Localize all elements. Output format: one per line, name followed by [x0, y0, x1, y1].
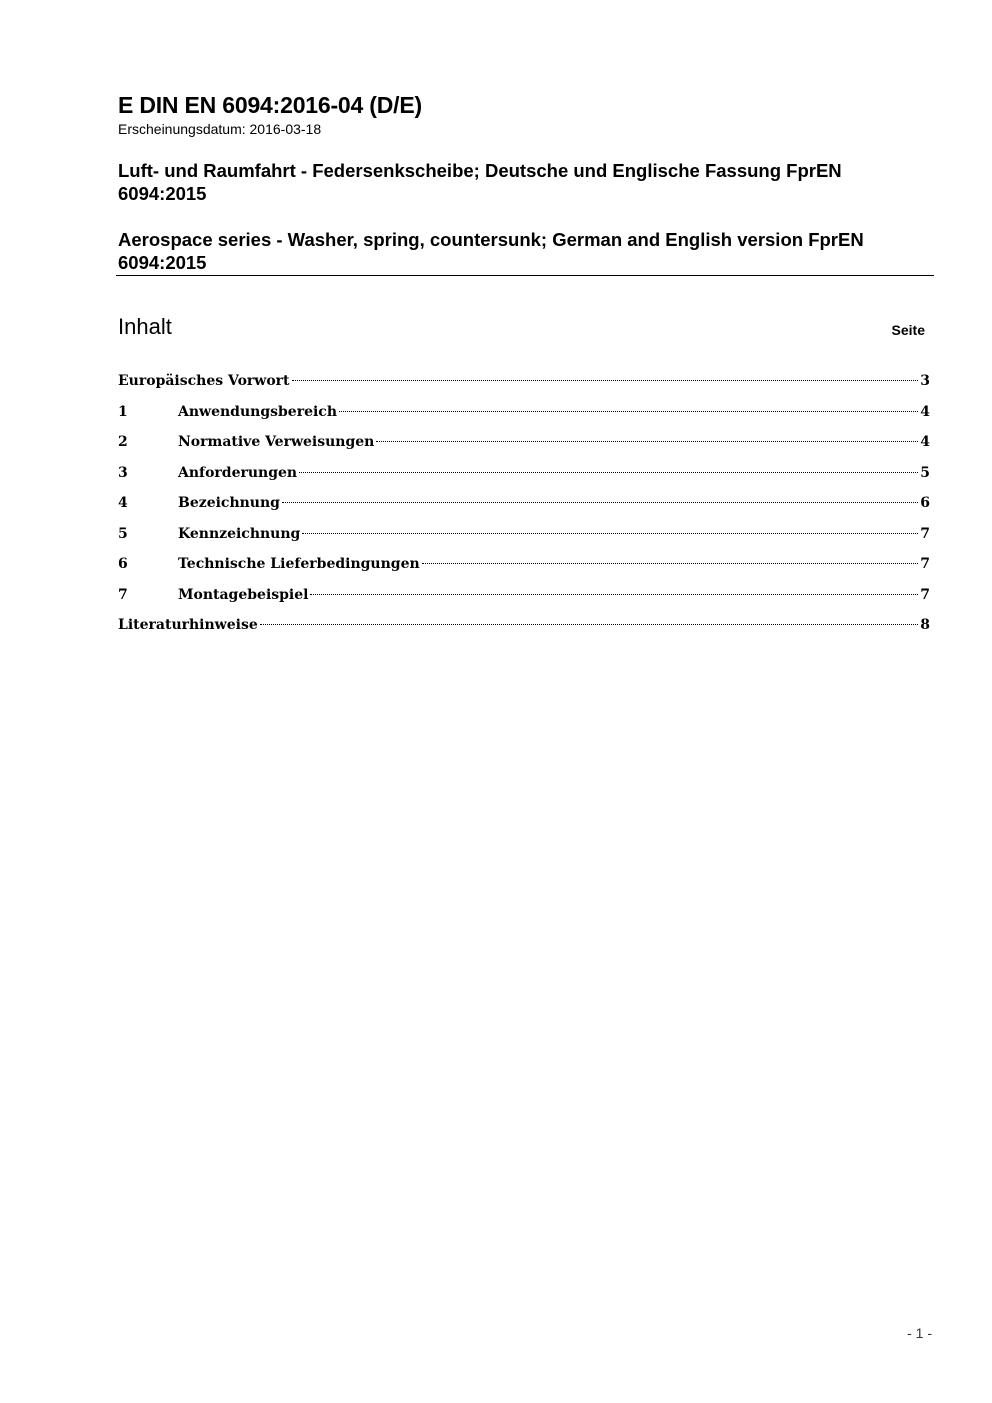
document-title-german: Luft- und Raumfahrt - Federsenkscheibe; Deutsche und Englische Fassung FprEN 6094:2015 — [118, 160, 842, 204]
toc-dot-leader — [339, 411, 918, 412]
toc-dot-leader — [260, 624, 919, 625]
toc-entry-title: Bezeichnung — [178, 495, 280, 511]
toc-entry-anforderungen[interactable] — [118, 462, 930, 493]
toc-dot-leader — [282, 502, 918, 503]
toc-entry-page: 7 — [920, 586, 930, 603]
toc-entry-europaeisches-vorwort[interactable] — [118, 370, 930, 401]
toc-entry-title: Montagebeispiel — [178, 586, 309, 603]
toc-entry-kennzeichnung[interactable] — [118, 523, 930, 554]
toc-entry-page: 3 — [920, 373, 930, 389]
toc-entry-normative-verweisungen[interactable] — [118, 431, 930, 462]
document-title-english: Aerospace series - Washer, spring, countersunk; German and English version FprEN 6094:2015 — [118, 229, 864, 273]
toc-dot-leader — [376, 441, 918, 442]
toc-entry-number: 5 — [118, 525, 128, 542]
toc-entry-number: 6 — [118, 556, 128, 572]
toc-entry-page: 7 — [920, 525, 930, 542]
toc-dot-leader — [302, 533, 918, 534]
toc-entry-title: Literaturhinweise — [118, 617, 258, 633]
toc-dot-leader — [310, 594, 918, 595]
toc-entry-number: 2 — [118, 434, 128, 450]
toc-entry-title: Anwendungsbereich — [178, 403, 337, 420]
toc-entry-title: Anforderungen — [178, 464, 298, 481]
toc-heading: Inhalt — [118, 314, 172, 339]
toc-entry-anwendungsbereich[interactable] — [118, 401, 930, 432]
toc-entry-montagebeispiel[interactable] — [118, 584, 930, 615]
toc-entry-title: Europäisches Vorwort — [118, 373, 290, 389]
toc-dot-leader — [422, 563, 919, 564]
toc-entry-page: 4 — [920, 403, 930, 420]
toc-entry-page: 7 — [920, 556, 930, 572]
table-of-contents — [118, 370, 930, 645]
toc-entry-page: 8 — [920, 617, 930, 633]
toc-dot-leader — [292, 380, 919, 381]
document-id: E DIN EN 6094:2016-04 (D/E) — [118, 92, 422, 118]
page-number: - 1 - — [907, 1325, 932, 1341]
toc-entry-number: 1 — [118, 403, 128, 420]
toc-dot-leader — [299, 472, 918, 473]
toc-page-column-label: Seite — [891, 322, 925, 338]
toc-entry-number: 4 — [118, 495, 128, 511]
toc-entry-number: 7 — [118, 586, 128, 603]
toc-entry-page: 5 — [920, 464, 930, 481]
publication-date: Erscheinungsdatum: 2016-03-18 — [118, 121, 322, 137]
toc-entry-title: Normative Verweisungen — [178, 434, 375, 450]
toc-entry-literaturhinweise[interactable] — [118, 614, 930, 645]
document-header — [118, 92, 934, 138]
toc-entry-bezeichnung[interactable] — [118, 492, 930, 523]
toc-entry-technische-lieferbedingungen[interactable] — [118, 553, 930, 584]
toc-entry-number: 3 — [118, 464, 128, 481]
toc-entry-title: Kennzeichnung — [178, 525, 301, 542]
toc-entry-page: 6 — [920, 495, 930, 511]
header-divider — [116, 275, 934, 276]
toc-entry-title: Technische Lieferbedingungen — [178, 556, 420, 572]
toc-entry-page: 4 — [920, 434, 930, 450]
